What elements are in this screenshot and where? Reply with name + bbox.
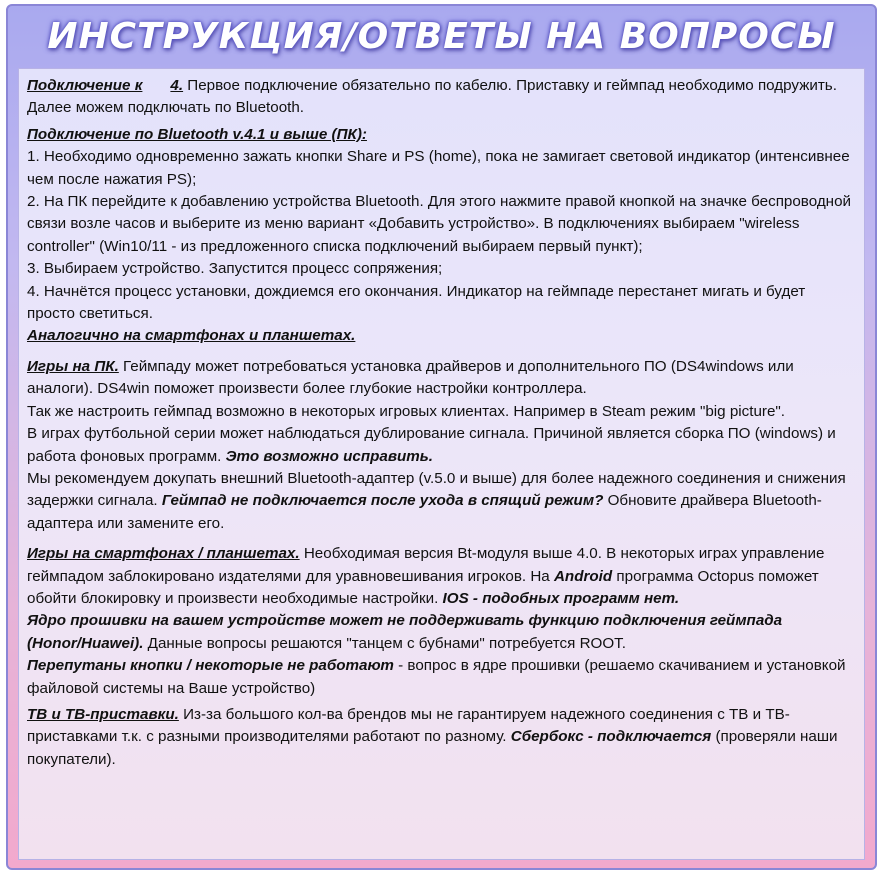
bluetooth-step-1: 1. Необходимо одновременно зажать кнопки Share и PS (home), пока не замигает световой индикатор (интенсивнее чем после нажатия PS); — [27, 148, 850, 188]
connection-text: Первое подключение обязательно по кабелю. Приставку и геймпад необходимо подружить. Далее можем подключать по Bluetooth. — [27, 77, 837, 117]
pc-games-text-4: Мы рекомендуем докупать внешний Bluetooth-адаптер (v.5.0 и выше) для более надежного соединения и снижения задержки сигнала. — [27, 469, 846, 510]
mobile-games-buttons-note: Перепутаны кнопки / некоторые не работают — [27, 657, 394, 675]
connection-heading: Подключение к 4. — [27, 77, 184, 94]
pc-games-text-4-end: Обновите драйвера Bluetooth-адаптера или замените его. — [27, 492, 822, 532]
connection-paragraph — [27, 75, 856, 120]
mobile-games-android: Android — [553, 567, 613, 585]
pc-games-section — [27, 356, 856, 535]
pc-games-heading: Игры на ПК. — [27, 357, 119, 375]
mobile-games-section — [27, 543, 856, 700]
bluetooth-step-4: 4. Начнётся процесс установки, дождиемся его окончания. Индикатор на геймпаде перестанет мигать и будет просто светиться. — [27, 282, 806, 323]
mobile-games-firmware-text: Данные вопросы решаются "танцем с бубнами" потребуется ROOT. — [143, 634, 626, 652]
mobile-games-ios: IOS - подобных программ нет. — [442, 589, 680, 607]
tv-text: Из-за большого кол-ва брендов мы не гарантируем надежного соединения с ТВ и ТВ-приставками т.к. с разными производителями работают по разному. — [27, 705, 790, 746]
pc-games-fix-note: Это возможно исправить. — [225, 447, 434, 465]
content-panel — [18, 68, 865, 860]
bluetooth-heading: Подключение по Bluetooth v.4.1 и выше (ПК): — [27, 125, 367, 143]
tv-sber-note: Сбербокс - подключается — [510, 728, 712, 746]
mobile-games-firmware-note: Ядро прошивки на вашем устройстве может не поддерживать функцию подключения геймпада (Honor/Huawei). — [27, 612, 783, 652]
header — [8, 6, 875, 66]
instruction-card — [6, 4, 877, 870]
tv-sber-text: (проверяли наши покупатели). — [27, 728, 838, 768]
bluetooth-note: Аналогично на смартфонах и планшетах. — [27, 327, 356, 345]
pc-games-sleep-question: Геймпад не подключается после ухода в спящий режим? — [161, 492, 604, 510]
bluetooth-step-3: 3. Выбираем устройство. Запустится процесс сопряжения; — [27, 260, 443, 278]
mobile-games-text-2: программа Octopus поможет обойти блокировку и произвести необходимые настройки. — [27, 567, 819, 607]
page-title: ИНСТРУКЦИЯ/ОТВЕТЫ НА ВОПРОСЫ — [47, 15, 836, 57]
connection-section — [27, 75, 856, 120]
mobile-games-text-1: Необходимая версия Bt-модуля выше 4.0. В некоторых играх управление геймпадом заблокировано издателями для уравновешивания игроков. На — [27, 545, 825, 585]
pc-games-text-1: Геймпаду может потребоваться установка драйверов и дополнительного ПО (DS4windows или аналоги). DS4win поможет произвести более глубокие настройки контроллера. — [27, 357, 794, 398]
bluetooth-section — [27, 124, 856, 348]
bluetooth-step-2: 2. На ПК перейдите к добавлению устройства Bluetooth. Для этого нажмите правой кнопкой на значке беспроводной связи возле часов и выберите из меню вариант «Добавить устройство». В подключениях выбираем "wireless controller" (Win10/11 - из предложенного списка подключений выбираем первый пункт); — [27, 193, 852, 255]
tv-heading: ТВ и ТВ-приставки. — [27, 705, 179, 723]
pc-games-text-2: Так же настроить геймпад возможно в некоторых игровых клиентах. Например в Steam режим "big picture". — [27, 402, 786, 420]
tv-section — [27, 704, 856, 771]
pc-games-text-3: В играх футбольной серии может наблюдаться дублирование сигнала. Причиной является сборка ПО (windows) и работа фоновых программ. — [27, 425, 836, 465]
mobile-games-heading: Игры на смартфонах / планшетах. — [27, 545, 300, 563]
mobile-games-buttons-text: - вопрос в ядре прошивки (решаемо скачиванием и установкой файловой системы на Ваше устройство) — [27, 657, 846, 697]
